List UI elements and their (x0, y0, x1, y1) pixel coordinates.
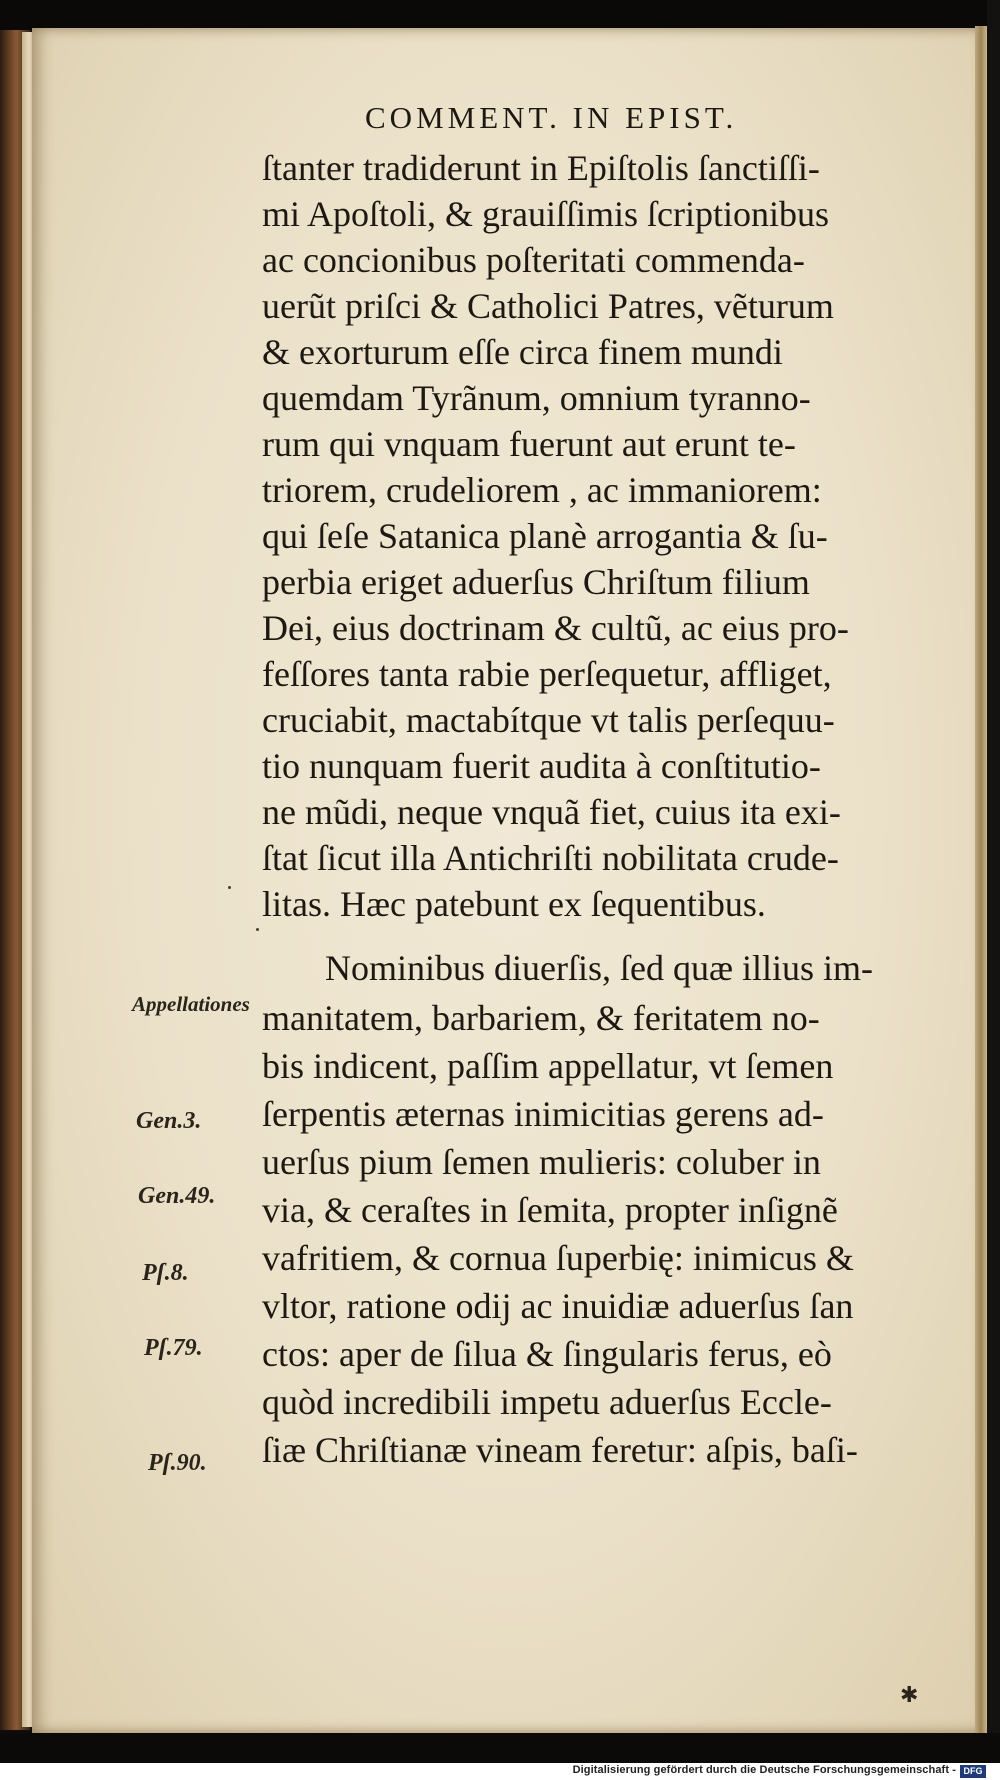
body-line: uerũt priſci & Catholici Patres, vẽturum (262, 286, 834, 326)
body-line: triorem, crudeliorem , ac immaniorem: (262, 470, 822, 510)
body-line: via, & ceraſtes in ſemita, propter inſignẽ (262, 1190, 838, 1230)
margin-note-ps8: Pſ.8. (142, 1260, 189, 1286)
digitization-credit: Digitalisierung gefördert durch die Deutsche Forschungsgemeinschaft - (572, 1764, 956, 1776)
body-line: quòd incredibili impetu aduerſus Eccle- (262, 1382, 832, 1422)
body-line: vltor, ratione odij ac inuidiæ aduerſus ſan (262, 1286, 854, 1326)
ink-speck (228, 886, 231, 889)
body-line: & exorturum eſſe circa finem mundi (262, 332, 783, 372)
body-line: ſtat ſicut illa Antichriſti nobilitata crude- (262, 838, 839, 878)
signature-mark: ✱ (900, 1682, 919, 1707)
margin-note-gen3: Gen.3. (136, 1108, 202, 1134)
body-line: feſſores tanta rabie perſequetur, affliget, (262, 654, 832, 694)
body-line: quemdam Tyrãnum, omnium tyranno- (262, 378, 811, 418)
body-line: mi Apoſtoli, & grauiſſimis ſcriptionibus (262, 194, 829, 234)
body-line: perbia eriget aduerſus Chriſtum filium (262, 562, 810, 602)
top-border (0, 0, 1000, 30)
body-line: Dei, eius doctrinam & cultũ, ac eius pro- (262, 608, 849, 648)
margin-note-ps90: Pſ.90. (148, 1450, 207, 1476)
margin-note-appellationes: Appellationes (132, 992, 250, 1016)
bottom-border (0, 1733, 1000, 1763)
body-line: ſiæ Chriſtianæ vineam feretur: aſpis, baſi- (262, 1430, 858, 1470)
dfg-logo: DFG (960, 1765, 986, 1778)
margin-note-ps79: Pſ.79. (144, 1335, 203, 1361)
body-line: bis indicent, paſſim appellatur, vt ſemen (262, 1046, 834, 1086)
body-line: ſtanter tradiderunt in Epiſtolis ſanctiſſi- (262, 148, 820, 188)
ink-speck (256, 928, 259, 931)
body-line: qui ſeſe Satanica planè arrogantia & ſu- (262, 516, 828, 556)
body-line: litas. Hæc patebunt ex ſequentibus. (262, 884, 766, 924)
running-head: COMMENT. IN EPIST. (365, 100, 738, 135)
body-line: vafritiem, & cornua ſuperbię: inimicus & (262, 1238, 854, 1278)
body-line: ac concionibus poſteritati commenda- (262, 240, 805, 280)
body-line: ne mũdi, neque vnquã fiet, cuius ita exi- (262, 792, 841, 832)
body-line: ſerpentis æternas inimicitias gerens ad- (262, 1094, 824, 1134)
page-fore-edge (975, 26, 987, 1736)
margin-note-gen49: Gen.49. (138, 1183, 216, 1209)
body-line: cruciabit, mactabítque vt talis perſequu- (262, 700, 835, 740)
body-line: manitatem, barbariem, & feritatem no- (262, 998, 820, 1038)
body-line: rum qui vnquam fuerunt aut erunt te- (262, 424, 796, 464)
body-line: uerſus pium ſemen mulieris: coluber in (262, 1142, 821, 1182)
right-border (987, 0, 1000, 1780)
body-line: Nominibus diuerſis, ſed quæ illius im- (325, 948, 873, 988)
body-line: tio nunquam fuerit audita à conſtitutio- (262, 746, 821, 786)
body-line: ctos: aper de ſilua & ſingularis ferus, eò (262, 1334, 832, 1374)
